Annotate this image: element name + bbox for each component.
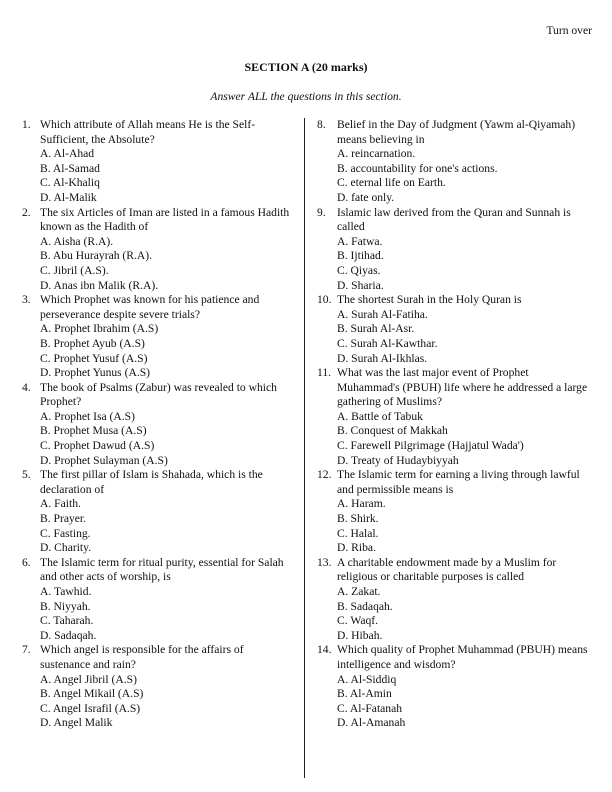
- question-item: [317, 118, 592, 206]
- answer-option: D. Anas ibn Malik (R.A).: [40, 278, 159, 292]
- question-stem: [22, 381, 294, 410]
- answer-option: D. fate only.: [337, 190, 395, 204]
- question-text: Belief in the Day of Judgment (Yawm al-Qiyamah) means believing in: [337, 118, 576, 146]
- answer-option: D. Prophet Yunus (A.S): [40, 366, 151, 380]
- question-number: 14.: [317, 643, 332, 657]
- answer-option: B. Abu Hurayrah (R.A).: [40, 249, 153, 263]
- question-number: 10.: [317, 293, 332, 307]
- question-number: 2.: [22, 205, 31, 219]
- question-item: [317, 643, 592, 731]
- answer-option: C. Prophet Yusuf (A.S): [40, 351, 148, 365]
- answer-option: D. Sadaqah.: [40, 628, 97, 642]
- answer-option: B. Angel Mikail (A.S): [40, 687, 144, 701]
- question-stem: [22, 556, 294, 585]
- question-stem: [317, 118, 592, 147]
- question-text: The Islamic term for ritual purity, essential for Salah and other acts of worship, is: [40, 555, 284, 584]
- question-item: [317, 206, 592, 294]
- answer-option: C. Jibril (A.S).: [40, 263, 109, 277]
- question-item: [22, 381, 294, 469]
- answer-option: C. Farewell Pilgrimage (Hajjatul Wada'): [337, 439, 524, 453]
- answer-option: A. Angel Jibril (A.S): [40, 672, 137, 686]
- question-stem: [317, 468, 592, 497]
- answer-option: A. reincarnation.: [337, 147, 416, 161]
- question-item: [317, 468, 592, 556]
- answer-option: C. Prophet Dawud (A.S): [40, 439, 155, 453]
- answer-option: B. Sadaqah.: [337, 599, 393, 613]
- question-text: Which attribute of Allah means He is the Self-Sufficient, the Absolute?: [40, 118, 256, 146]
- answer-option: C. Taharah.: [40, 614, 94, 628]
- question-item: [22, 118, 294, 206]
- question-number: 6.: [22, 555, 31, 569]
- question-number: 7.: [22, 643, 31, 657]
- turn-over-label: Turn over: [546, 24, 592, 37]
- question-stem: [317, 366, 592, 410]
- answer-option: C. Surah Al-Kawthar.: [337, 336, 438, 350]
- answer-option: A. Aisha (R.A).: [40, 234, 114, 248]
- question-text: The book of Psalms (Zabur) was revealed to which Prophet?: [40, 380, 277, 409]
- answer-option: A. Prophet Isa (A.S): [40, 409, 135, 423]
- question-number: 8.: [317, 118, 326, 131]
- question-stem: [22, 118, 294, 147]
- answer-option: B. Prayer.: [40, 512, 87, 526]
- answer-option: A. Prophet Ibrahim (A.S): [40, 322, 159, 336]
- answer-option: D. Al-Malik: [40, 190, 97, 204]
- answer-option: B. Al-Amin: [337, 687, 392, 701]
- right-question-column: [317, 118, 592, 731]
- question-number: 3.: [22, 293, 31, 307]
- answer-option: B. Ijtihad.: [337, 249, 384, 263]
- answer-option: C. Fasting.: [40, 526, 91, 540]
- question-stem: [317, 643, 592, 672]
- answer-option: C. Waqf.: [337, 614, 379, 628]
- answer-option: B. Al-Samad: [40, 161, 100, 175]
- answer-option: A. Faith.: [40, 497, 81, 511]
- question-item: [22, 206, 294, 294]
- question-text: The first pillar of Islam is Shahada, which is the declaration of: [40, 468, 263, 496]
- question-text: What was the last major event of Prophet Muhammad's (PBUH) life where he addressed a large gathering of Muslims?: [337, 366, 588, 409]
- question-number: 9.: [317, 205, 326, 219]
- question-text: Islamic law derived from the Quran and Sunnah is called: [337, 205, 571, 234]
- answer-option: A. Al-Siddiq: [337, 672, 397, 686]
- question-item: [317, 366, 592, 468]
- question-stem: [22, 643, 294, 672]
- question-text: Which angel is responsible for the affairs of sustenance and rain?: [40, 643, 244, 671]
- question-text: Which quality of Prophet Muhammad (PBUH) means intelligence and wisdom?: [337, 643, 588, 671]
- question-number: 11.: [317, 366, 332, 380]
- answer-option: D. Prophet Sulayman (A.S): [40, 453, 168, 467]
- answer-option: D. Hibah.: [337, 628, 383, 642]
- answer-option: B. Surah Al-Asr.: [337, 322, 415, 336]
- answer-option: A. Zakat.: [337, 585, 381, 598]
- answer-option: C. Al-Khaliq: [40, 176, 100, 190]
- answer-option: A. Tawhid.: [40, 585, 92, 598]
- answer-option: A. Al-Ahad: [40, 147, 95, 161]
- answer-option: C. eternal life on Earth.: [337, 176, 446, 190]
- question-item: [22, 556, 294, 644]
- column-divider: [304, 118, 305, 778]
- answer-option: D. Al-Amanah: [337, 716, 406, 730]
- section-title: SECTION A (20 marks): [244, 60, 368, 74]
- section-instructions: Answer ALL the questions in this section.: [210, 90, 402, 103]
- question-text: A charitable endowment made by a Muslim for religious or charitable purposes is called: [337, 555, 557, 584]
- answer-option: D. Angel Malik: [40, 716, 113, 730]
- question-stem: [22, 293, 294, 322]
- answer-option: C. Angel Israfil (A.S): [40, 701, 141, 715]
- answer-option: B. accountability for one's actions.: [337, 161, 498, 175]
- question-item: [22, 468, 294, 556]
- answer-option: A. Fatwa.: [337, 234, 383, 248]
- question-number: 4.: [22, 380, 31, 394]
- answer-option: A. Battle of Tabuk: [337, 409, 423, 423]
- answer-option: D. Riba.: [337, 541, 376, 555]
- answer-option: D. Sharia.: [337, 278, 384, 292]
- answer-option: C. Halal.: [337, 526, 379, 540]
- question-text: The six Articles of Iman are listed in a famous Hadith known as the Hadith of: [40, 205, 290, 234]
- question-stem: [317, 556, 592, 585]
- answer-option: D. Surah Al-Ikhlas.: [337, 351, 428, 365]
- answer-option: B. Niyyah.: [40, 599, 91, 613]
- answer-option: D. Treaty of Hudaybiyyah: [337, 453, 459, 467]
- left-question-column: [22, 118, 294, 731]
- question-number: 5.: [22, 468, 31, 482]
- question-stem: [22, 206, 294, 235]
- question-stem: [317, 293, 592, 308]
- answer-option: D. Charity.: [40, 541, 92, 555]
- answer-option: B. Shirk.: [337, 512, 379, 526]
- question-number: 12.: [317, 468, 332, 482]
- question-item: [22, 643, 294, 731]
- question-number: 1.: [22, 118, 31, 131]
- answer-option: A. Haram.: [337, 497, 386, 511]
- answer-option: C. Al-Fatanah: [337, 701, 403, 715]
- answer-option: B. Prophet Ayub (A.S): [40, 336, 145, 350]
- question-item: [22, 293, 294, 381]
- question-item: [317, 293, 592, 366]
- question-stem: [22, 468, 294, 497]
- question-text: The Islamic term for earning a living through lawful and permissible means is: [337, 468, 580, 496]
- question-number: 13.: [317, 555, 332, 569]
- question-stem: [317, 206, 592, 235]
- answer-option: B. Prophet Musa (A.S): [40, 424, 147, 438]
- answer-option: B. Conquest of Makkah: [337, 424, 448, 438]
- question-text: The shortest Surah in the Holy Quran is: [337, 293, 522, 307]
- question-item: [317, 556, 592, 644]
- answer-option: A. Surah Al-Fatiha.: [337, 307, 428, 321]
- answer-option: C. Qiyas.: [337, 263, 381, 277]
- question-text: Which Prophet was known for his patience and perseverance despite severe trials?: [40, 293, 260, 321]
